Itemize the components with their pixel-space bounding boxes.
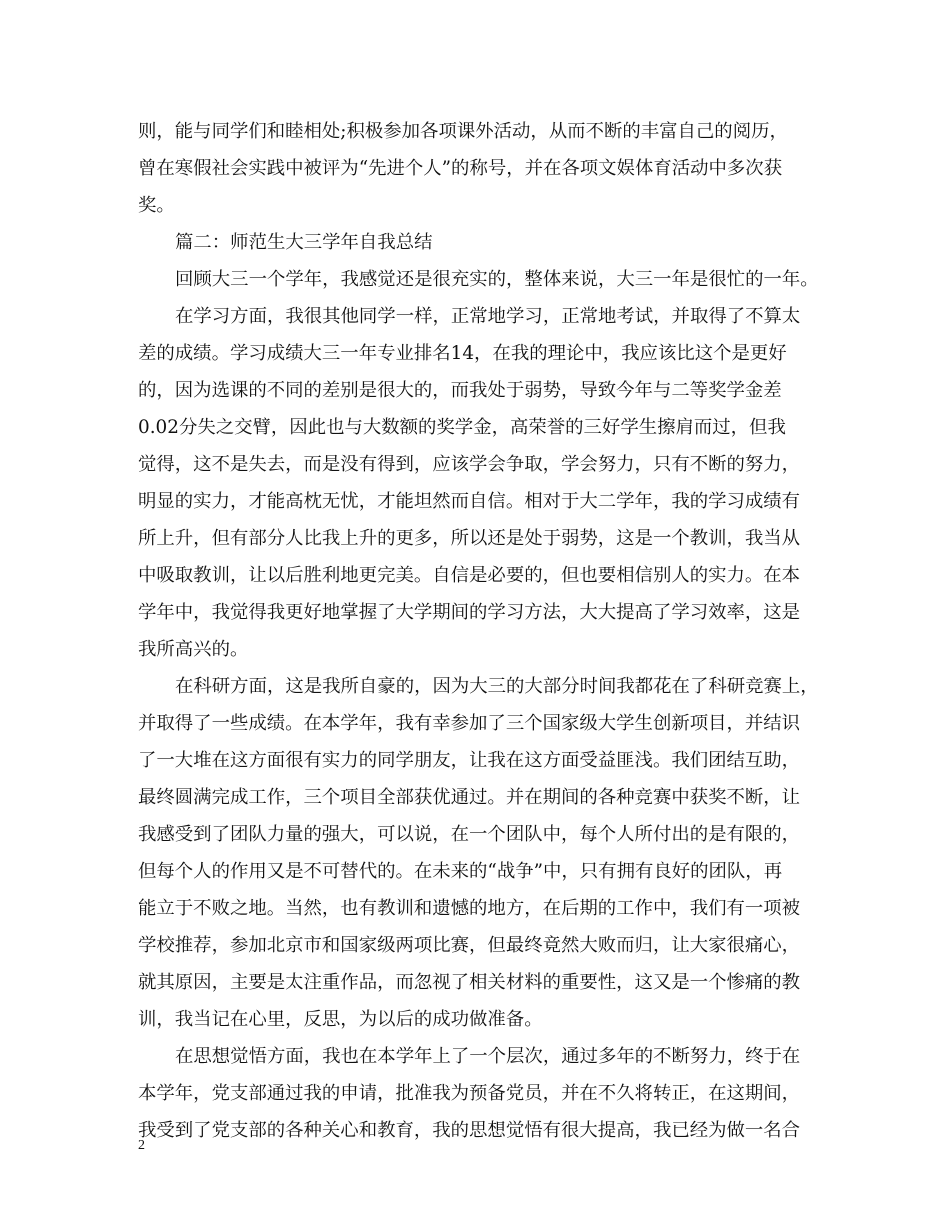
- text-line: 了一大堆在这方面很有实力的同学朋友，让我在这方面受益匪浅。我们团结互助，: [138, 750, 801, 771]
- text-line: 训，我当记在心里，反思，为以后的成功做准备。: [138, 1009, 543, 1030]
- text-line: 我受到了党支部的各种关心和教育，我的思想觉悟有很大提高，我已经为做一名合: [138, 1120, 801, 1141]
- text-line: 能立于不败之地。当然，也有教训和遗憾的地方，在后期的工作中，我们有一项被: [138, 898, 801, 919]
- document-body: [138, 113, 828, 1149]
- text-line: 中吸取教训，让以后胜利地更完美。自信是必要的，但也要相信别人的实力。在本: [138, 565, 801, 586]
- text-line: 在科研方面，这是我所自豪的，因为大三的大部分时间我都花在了科研竞赛上，: [175, 676, 819, 697]
- text-line: 的，因为选课的不同的差别是很大的，而我处于弱势，导致今年与二等奖学金差: [138, 380, 782, 401]
- text-line: 差的成绩。学习成绩大三一年专业排名14，在我的理论中，我应该比这个是更好: [138, 343, 787, 364]
- text-line: 学年中，我觉得我更好地掌握了大学期间的学习方法，大大提高了学习效率，这是: [138, 602, 801, 623]
- text-line: 本学年，党支部通过我的申请，批准我为预备党员，并在不久将转正，在这期间，: [138, 1083, 801, 1104]
- text-line: 回顾大三一个学年，我感觉还是很充实的，整体来说，大三一年是很忙的一年。: [175, 269, 819, 290]
- text-line: 奖。: [138, 195, 175, 216]
- text-line: 在学习方面，我很其他同学一样，正常地学习，正常地考试，并取得了不算太: [175, 306, 801, 327]
- text-line: 并取得了一些成绩。在本学年，我有幸参加了三个国家级大学生创新项目，并结识: [138, 713, 801, 734]
- page-number: 2: [138, 1138, 145, 1153]
- text-line: 在思想觉悟方面，我也在本学年上了一个层次，通过多年的不断努力，终于在: [175, 1046, 801, 1067]
- text-line: 我所高兴的。: [138, 639, 249, 660]
- text-line: 觉得，这不是失去，而是没有得到，应该学会争取，学会努力，只有不断的努力，: [138, 454, 801, 475]
- text-line: 明显的实力，才能高枕无忧，才能坦然而自信。相对于大二学年，我的学习成绩有: [138, 491, 801, 512]
- text-line: 学校推荐，参加北京市和国家级两项比赛，但最终竟然大败而归，让大家很痛心，: [138, 935, 801, 956]
- text-line: 0.02分失之交臂，因此也与大数额的奖学金，高荣誉的三好学生擦肩而过，但我: [138, 417, 786, 438]
- text-line: 我感受到了团队力量的强大，可以说，在一个团队中，每个人所付出的是有限的，: [138, 824, 801, 845]
- text-line: 最终圆满完成工作，三个项目全部获优通过。并在期间的各种竞赛中获奖不断，让: [138, 787, 801, 808]
- text-line: 但每个人的作用又是不可替代的。在未来的“战争”中，只有拥有良好的团队，再: [138, 861, 783, 882]
- text-line: 曾在寒假社会实践中被评为“先进个人”的称号，并在各项文娱体育活动中多次获: [138, 158, 783, 179]
- text-line: 就其原因，主要是太注重作品，而忽视了相关材料的重要性，这又是一个惨痛的教: [138, 972, 801, 993]
- text-line: 则，能与同学们和睦相处;积极参加各项课外活动，从而不断的丰富自己的阅历，: [138, 121, 788, 142]
- text-line: 所上升，但有部分人比我上升的更多，所以还是处于弱势，这是一个教训，我当从: [138, 528, 801, 549]
- section-heading: 篇二：师范生大三学年自我总结: [175, 232, 433, 253]
